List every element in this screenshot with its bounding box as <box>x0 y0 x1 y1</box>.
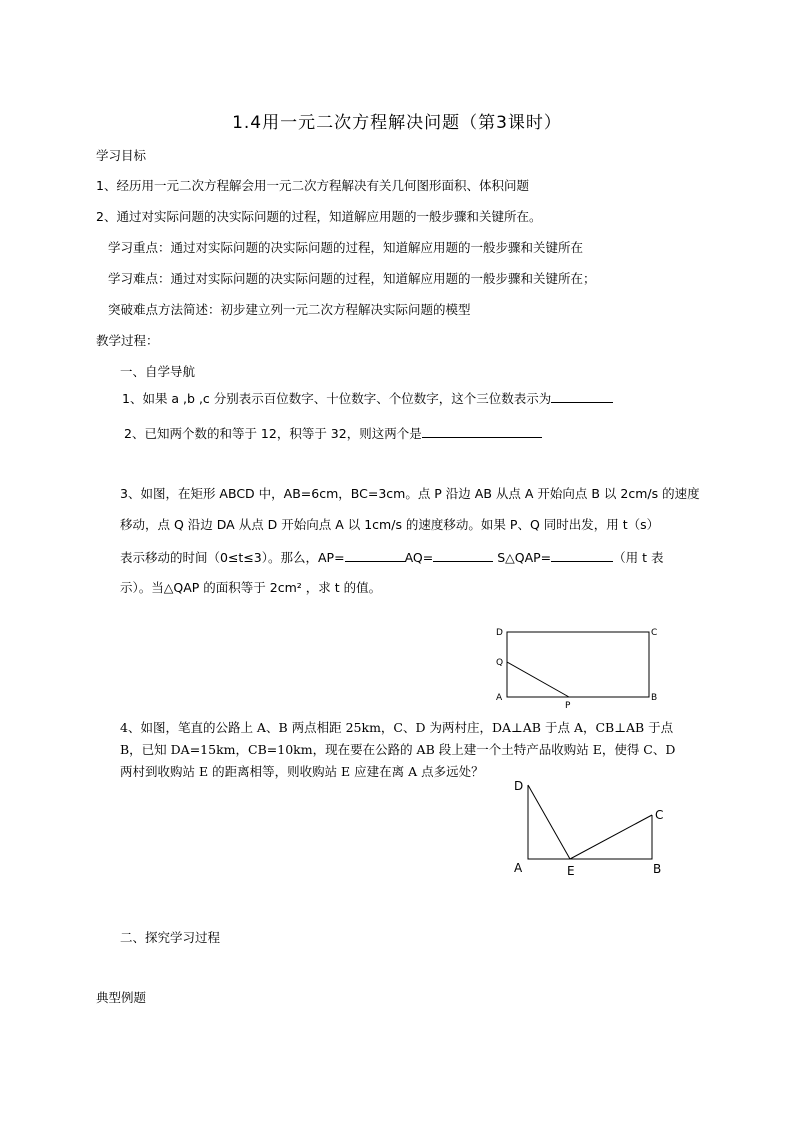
answer-blank[interactable] <box>422 425 542 438</box>
label-b: B <box>653 862 662 876</box>
difficulty-point: 学习难点：通过对实际问题的决实际问题的过程，知道解应用题的一般步骤和关键所在； <box>108 271 596 286</box>
label-b: B <box>651 693 658 703</box>
section-1-heading: 一、自学导航 <box>120 364 196 379</box>
segment-ec <box>570 815 652 859</box>
label-e: E <box>567 864 575 878</box>
rectangle-figure <box>490 622 670 710</box>
area-blank[interactable] <box>551 549 613 562</box>
question-2 <box>124 425 542 442</box>
page-title: 1.4用一元二次方程解决问题（第3课时） <box>232 113 562 133</box>
goal-item-2: 2、通过对实际问题的决实际问题的过程，知道解应用题的一般步骤和关键所在。 <box>96 209 542 224</box>
ap-blank[interactable] <box>345 549 405 562</box>
label-d: D <box>514 779 524 793</box>
question-4-line-1: 4、如图，笔直的公路上 A、B 两点相距 25km，C、D 为两村庄，DA⊥AB 于点 A，CB⊥AB 于点 <box>120 720 674 735</box>
key-point: 学习重点：通过对实际问题的决实际问题的过程，知道解应用题的一般步骤和关键所在 <box>108 240 584 255</box>
answer-blank[interactable] <box>551 390 613 403</box>
question-1-text: 1、如果 a ,b ,c 分别表示百位数字、十位数字、个位数字，这个三位数表示为 <box>122 391 552 406</box>
rectangle-abcd <box>507 632 649 697</box>
area-label: S△QAP= <box>493 550 552 565</box>
examples-heading: 典型例题 <box>96 990 147 1005</box>
goals-heading: 学习目标 <box>96 148 147 163</box>
question-3-line-1: 3、如图，在矩形 ABCD 中，AB=6cm，BC=3cm。点 P 沿边 AB 从点 A 开始向点 B 以 2cm/s 的速度 <box>120 486 700 501</box>
label-a: A <box>496 693 503 703</box>
goal-item-1: 1、经历用一元二次方程解会用一元二次方程解决有关几何图形面积、体积问题 <box>96 178 529 193</box>
label-c: C <box>655 808 664 822</box>
process-heading: 教学过程： <box>96 333 159 348</box>
aq-blank[interactable] <box>433 549 493 562</box>
ap-label: 表示移动的时间（0≤t≤3）。那么，AP= <box>120 550 345 565</box>
question-1 <box>122 390 613 407</box>
label-q: Q <box>496 658 504 668</box>
label-a: A <box>514 861 523 875</box>
question-2-text: 2、已知两个数的和等于 12，积等于 32，则这两个是 <box>124 426 422 441</box>
question-4-line-2: B，已知 DA=15km，CB=10km，现在要在公路的 AB 段上建一个土特产品收购站 E，使得 C、D <box>120 742 676 757</box>
label-p: P <box>565 701 571 710</box>
section-2-heading: 二、探究学习过程 <box>120 930 221 945</box>
aq-label: AQ= <box>404 550 434 565</box>
question-3-line-3 <box>120 549 664 566</box>
label-d: D <box>496 628 503 638</box>
question-3-line-2: 移动，点 Q 沿边 DA 从点 D 开始向点 A 以 1cm/s 的速度移动。如果 P、Q 同时出发，用 t（s） <box>120 517 660 532</box>
segment-qp <box>507 662 569 697</box>
note-text: （用 t 表 <box>613 550 664 565</box>
method-summary: 突破难点方法简述：初步建立列一元二次方程解决实际问题的模型 <box>108 302 471 317</box>
label-c: C <box>651 628 658 638</box>
question-3-line-4: 示）。当△QAP 的面积等于 2cm² ，求 t 的值。 <box>120 580 382 595</box>
question-4-line-3: 两村到收购站 E 的距离相等，则收购站 E 应建在离 A 点多远处？ <box>120 764 484 779</box>
segment-de <box>528 785 570 859</box>
road-figure <box>505 775 675 880</box>
